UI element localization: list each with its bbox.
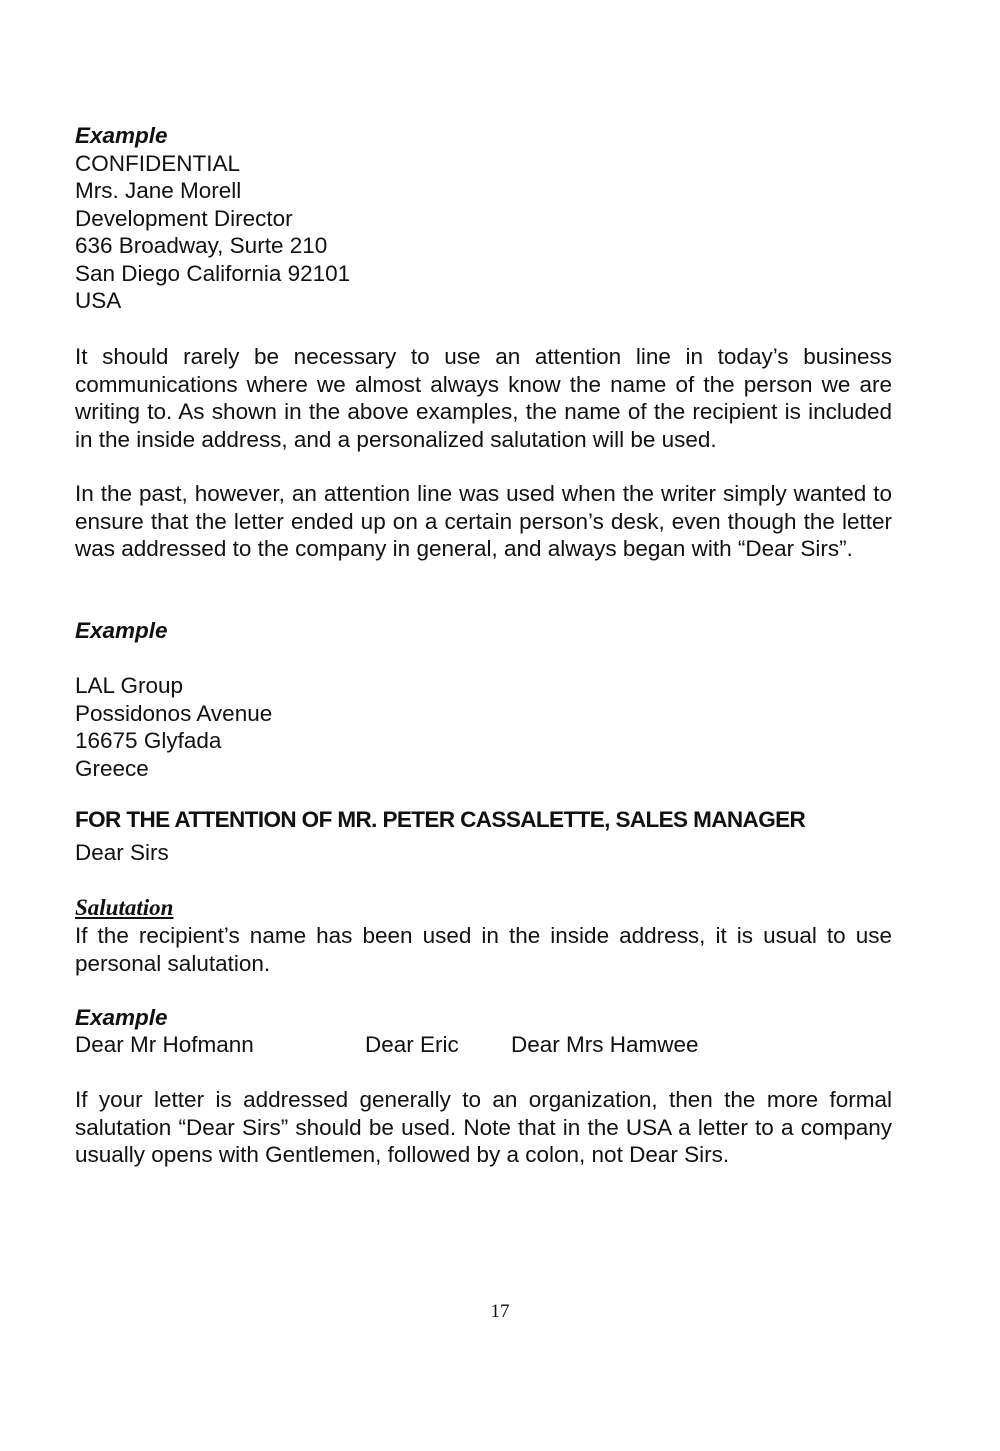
address-line: Development Director: [75, 205, 293, 231]
address-line: San Diego California 92101: [75, 260, 351, 286]
greeting: [75, 839, 892, 867]
salutation-heading: Salutation: [75, 895, 174, 920]
address-line: 636 Broadway, Surte 210: [75, 233, 328, 258]
attention-line-text: FOR THE ATTENTION OF MR. PETER CASSALETTE, SALES MANAGER: [75, 807, 806, 832]
example-address-block-2: [75, 672, 892, 782]
example-heading: Example: [75, 123, 168, 148]
address-line: Mrs. Jane Morell: [75, 178, 242, 203]
address-line: LAL Group: [75, 673, 183, 698]
salutation-example: Dear Eric: [365, 1032, 459, 1057]
formal-salutation-paragraph: If your letter is addressed generally to an organization, then the more formal salutation “Dear Sirs” should be used. Note that in the USA a letter to a company usually opens with Gentlemen, followed by a colon, not Dear Sirs.: [75, 1087, 892, 1167]
address-line: 16675 Glyfada: [75, 728, 222, 753]
address-line: CONFIDENTIAL: [75, 150, 241, 176]
address-line: Greece: [75, 755, 149, 781]
salutation-example: Dear Mr Hofmann: [75, 1032, 254, 1057]
example-address-block-1: [75, 122, 892, 315]
example-heading: Example: [75, 618, 168, 643]
address-line: Possidonos Avenue: [75, 700, 273, 726]
salutation-example: Dear Mrs Hamwee: [511, 1032, 699, 1057]
example-heading-2: [75, 617, 892, 645]
attention-line-paragraph-1: It should rarely be necessary to use an attention line in today’s business communications where we almost always know the name of the person we are writing to. As shown in the above examples, the name of the recipient is included in the inside address, and a personalized salutation will be used.: [75, 344, 892, 452]
attention-line: [75, 806, 892, 834]
greeting-text: Dear Sirs: [75, 840, 169, 865]
salutation-section: [75, 894, 892, 922]
salutation-examples-row: [75, 1031, 892, 1059]
attention-line-paragraph-2: In the past, however, an attention line was used when the writer simply wanted to ensure that the letter ended up on a certain person’s desk, even though the letter was addressed to the company in general, and always began with “Dear Sirs”.: [75, 481, 892, 561]
example-heading-3: [75, 1004, 892, 1032]
salutation-paragraph: If the recipient’s name has been used in the inside address, it is usual to use personal salutation.: [75, 923, 892, 976]
example-heading: Example: [75, 1005, 168, 1030]
address-line: USA: [75, 288, 122, 313]
page-number: 17: [490, 1301, 510, 1322]
